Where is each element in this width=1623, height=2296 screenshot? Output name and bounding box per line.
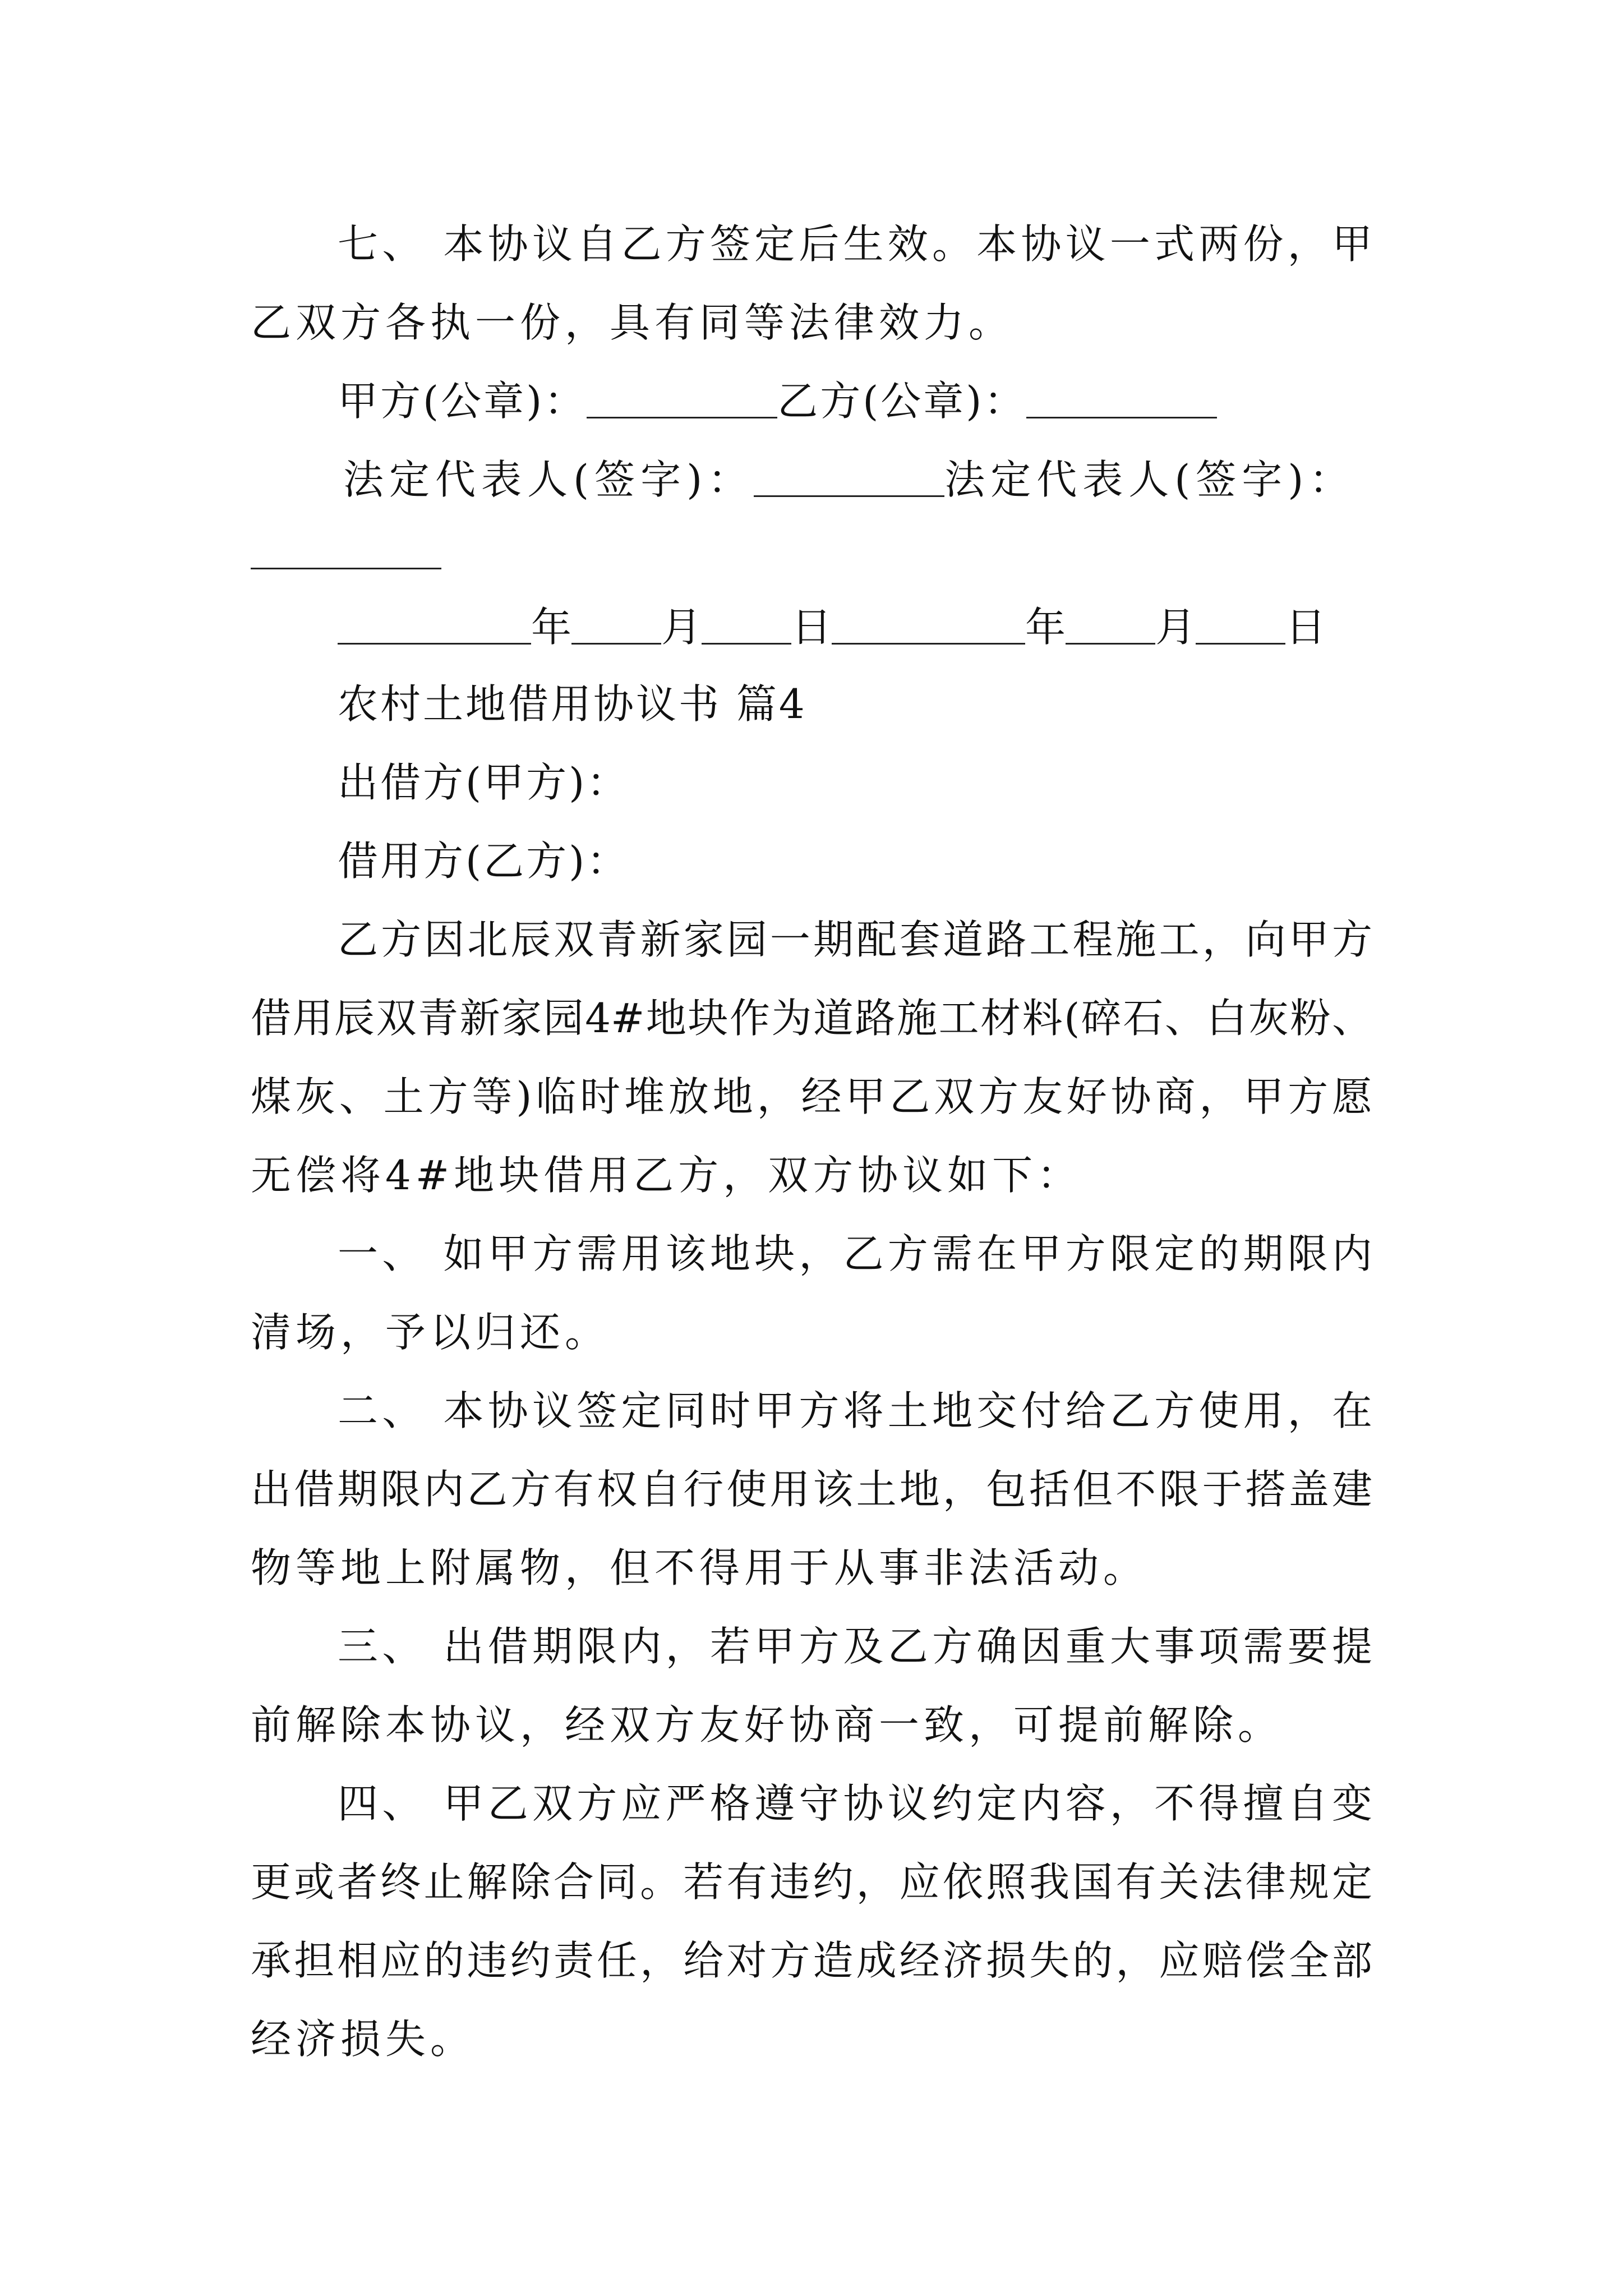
date-a-day: 日 <box>791 604 832 651</box>
clause-2-line-1: 二、 本协议签定同时甲方将土地交付给乙方使用，在 <box>338 1387 1372 1434</box>
date-a-day-blank <box>702 643 791 645</box>
seal-line <box>338 373 1217 429</box>
clause-7-line-2: 乙双方各执一份，具有同等法律效力。 <box>251 299 1014 346</box>
date-b-month-blank <box>1066 643 1155 645</box>
clause-7-line-1: 七、 本协议自乙方签定后生效。本协议一式两份，甲 <box>338 220 1372 268</box>
legal-rep-line <box>343 452 1355 508</box>
legal-rep-b-blank <box>251 568 441 569</box>
party-b-seal-blank <box>1026 417 1217 418</box>
intro-line-1: 乙方因北辰双青新家园一期配套道路工程施工，向甲方 <box>338 916 1372 963</box>
party-b-seal-label: 乙方(公章)： <box>777 378 1027 425</box>
legal-rep-b-label: 法定代表人(签字)： <box>944 456 1355 503</box>
section-title: 农村土地借用协议书 篇4 <box>338 680 807 728</box>
party-a-seal-blank <box>587 417 777 418</box>
party-a-seal-label: 甲方(公章)： <box>338 378 587 425</box>
date-b-day: 日 <box>1285 604 1326 651</box>
borrower-label: 借用方(乙方)： <box>338 838 630 885</box>
intro-line-3: 煤灰、土方等)临时堆放地，经甲乙双方友好协商，甲方愿 <box>251 1073 1372 1120</box>
legal-rep-a-label: 法定代表人(签字)： <box>343 456 754 503</box>
date-b-month: 月 <box>1155 604 1196 651</box>
legal-rep-a-blank <box>754 495 944 497</box>
clause-3-line-2: 前解除本协议，经双方友好协商一致，可提前解除。 <box>251 1701 1283 1749</box>
clause-4-line-3: 承担相应的违约责任，给对方造成经济损失的，应赔偿全部 <box>251 1937 1372 1984</box>
clause-2-line-3: 物等地上附属物，但不得用于从事非法活动。 <box>251 1544 1149 1591</box>
clause-2-line-2: 出借期限内乙方有权自行使用该土地，包括但不限于搭盖建 <box>251 1466 1372 1513</box>
date-b-year-blank <box>832 643 1025 645</box>
lender-label: 出借方(甲方)： <box>338 759 630 806</box>
clause-1-line-2: 清场，予以归还。 <box>251 1309 610 1356</box>
date-b-year: 年 <box>1025 604 1066 651</box>
date-a-month-blank <box>571 643 661 645</box>
date-b-day-blank <box>1196 643 1285 645</box>
clause-4-line-1: 四、 甲乙双方应严格遵守协议约定内容，不得擅自变 <box>338 1780 1372 1827</box>
date-a-year: 年 <box>531 604 572 651</box>
clause-3-line-1: 三、 出借期限内，若甲方及乙方确因重大事项需要提 <box>338 1623 1372 1670</box>
intro-line-2: 借用辰双青新家园4#地块作为道路施工材料(碎石、白灰粉、 <box>251 995 1372 1042</box>
intro-line-4: 无偿将4#地块借用乙方，双方协议如下： <box>251 1152 1082 1199</box>
date-a-month: 月 <box>661 604 702 651</box>
date-line <box>338 599 1326 655</box>
clause-4-line-2: 更或者终止解除合同。若有违约，应依照我国有关法律规定 <box>251 1858 1372 1906</box>
clause-4-line-4: 经济损失。 <box>251 2016 476 2063</box>
date-a-year-blank <box>338 643 531 645</box>
clause-1-line-1: 一、 如甲方需用该地块，乙方需在甲方限定的期限内 <box>338 1230 1372 1277</box>
